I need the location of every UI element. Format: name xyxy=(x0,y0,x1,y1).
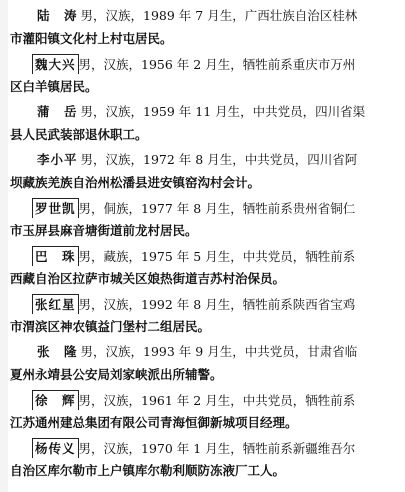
person-name: 李小平 xyxy=(37,152,78,167)
person-description: 男，汉族，1992 年 8 月生，牺牲前系陕西省宝鸡 xyxy=(78,297,356,312)
list-item xyxy=(10,390,396,438)
list-item xyxy=(10,438,396,486)
person-description-continued: 市灌阳镇文化村上村屯居民。 xyxy=(10,31,173,46)
person-name: 徐 辉 xyxy=(32,390,79,410)
person-description: 男，汉族，1989 年 7 月生，广西壮族自治区桂林 xyxy=(80,8,358,23)
list-item xyxy=(10,6,396,54)
person-name: 蒲 岳 xyxy=(37,104,78,119)
list-item xyxy=(10,198,396,246)
person-description-continued: 西藏自治区拉萨市城关区娘热街道吉苏村治保员。 xyxy=(10,271,286,286)
list-item xyxy=(10,246,396,294)
person-description: 男，汉族，1972 年 8 月生，中共党员，四川省阿 xyxy=(80,152,358,167)
person-description-continued: 江苏通州建总集团有限公司青海恒御新城项目经理。 xyxy=(10,415,298,430)
person-name: 张红星 xyxy=(32,294,79,314)
person-description-continued: 夏州永靖县公安局刘家峡派出所辅警。 xyxy=(10,367,223,382)
person-description-continued: 区白羊镇居民。 xyxy=(10,79,98,94)
person-name: 巴 珠 xyxy=(32,246,79,266)
person-name: 陆 涛 xyxy=(37,8,78,23)
list-item xyxy=(10,294,396,342)
person-name: 魏大兴 xyxy=(32,54,79,74)
list-item xyxy=(10,150,396,198)
person-description: 男，汉族，1959 年 11 月生，中共党员，四川省渠 xyxy=(80,104,366,119)
person-description-continued: 市玉屏县麻音塘街道前龙村居民。 xyxy=(10,223,198,238)
person-description-continued: 市渭滨区神农镇益门堡村二组居民。 xyxy=(10,319,211,334)
person-description-continued: 自治区库尔勒市上户镇库尔勒利顺防冻液厂工人。 xyxy=(10,463,286,478)
list-item xyxy=(10,54,396,102)
person-name: 张 隆 xyxy=(37,344,78,359)
person-description-continued: 县人民武装部退休职工。 xyxy=(10,127,148,142)
list-item xyxy=(10,102,396,150)
person-description: 男，藏族，1975 年 5 月生，中共党员，牺牲前系 xyxy=(78,249,356,264)
person-description: 男，汉族，1956 年 2 月生，牺牲前系重庆市万州 xyxy=(78,57,356,72)
person-description: 男，侗族，1977 年 8 月生，牺牲前系贵州省铜仁 xyxy=(78,201,356,216)
list-item xyxy=(10,342,396,390)
person-name: 罗世凯 xyxy=(32,198,79,218)
person-description: 男，汉族，1961 年 2 月生，中共党员，牺牲前系 xyxy=(78,393,356,408)
person-description: 男，汉族，1970 年 1 月生，牺牲前系新疆维吾尔 xyxy=(78,441,356,456)
person-description-continued: 坝藏族羌族自治州松潘县进安镇窑沟村会计。 xyxy=(10,175,261,190)
person-name: 杨传义 xyxy=(32,438,79,458)
person-description: 男，汉族，1993 年 9 月生，中共党员，甘肃省临 xyxy=(80,344,358,359)
page-gutter xyxy=(0,0,8,492)
